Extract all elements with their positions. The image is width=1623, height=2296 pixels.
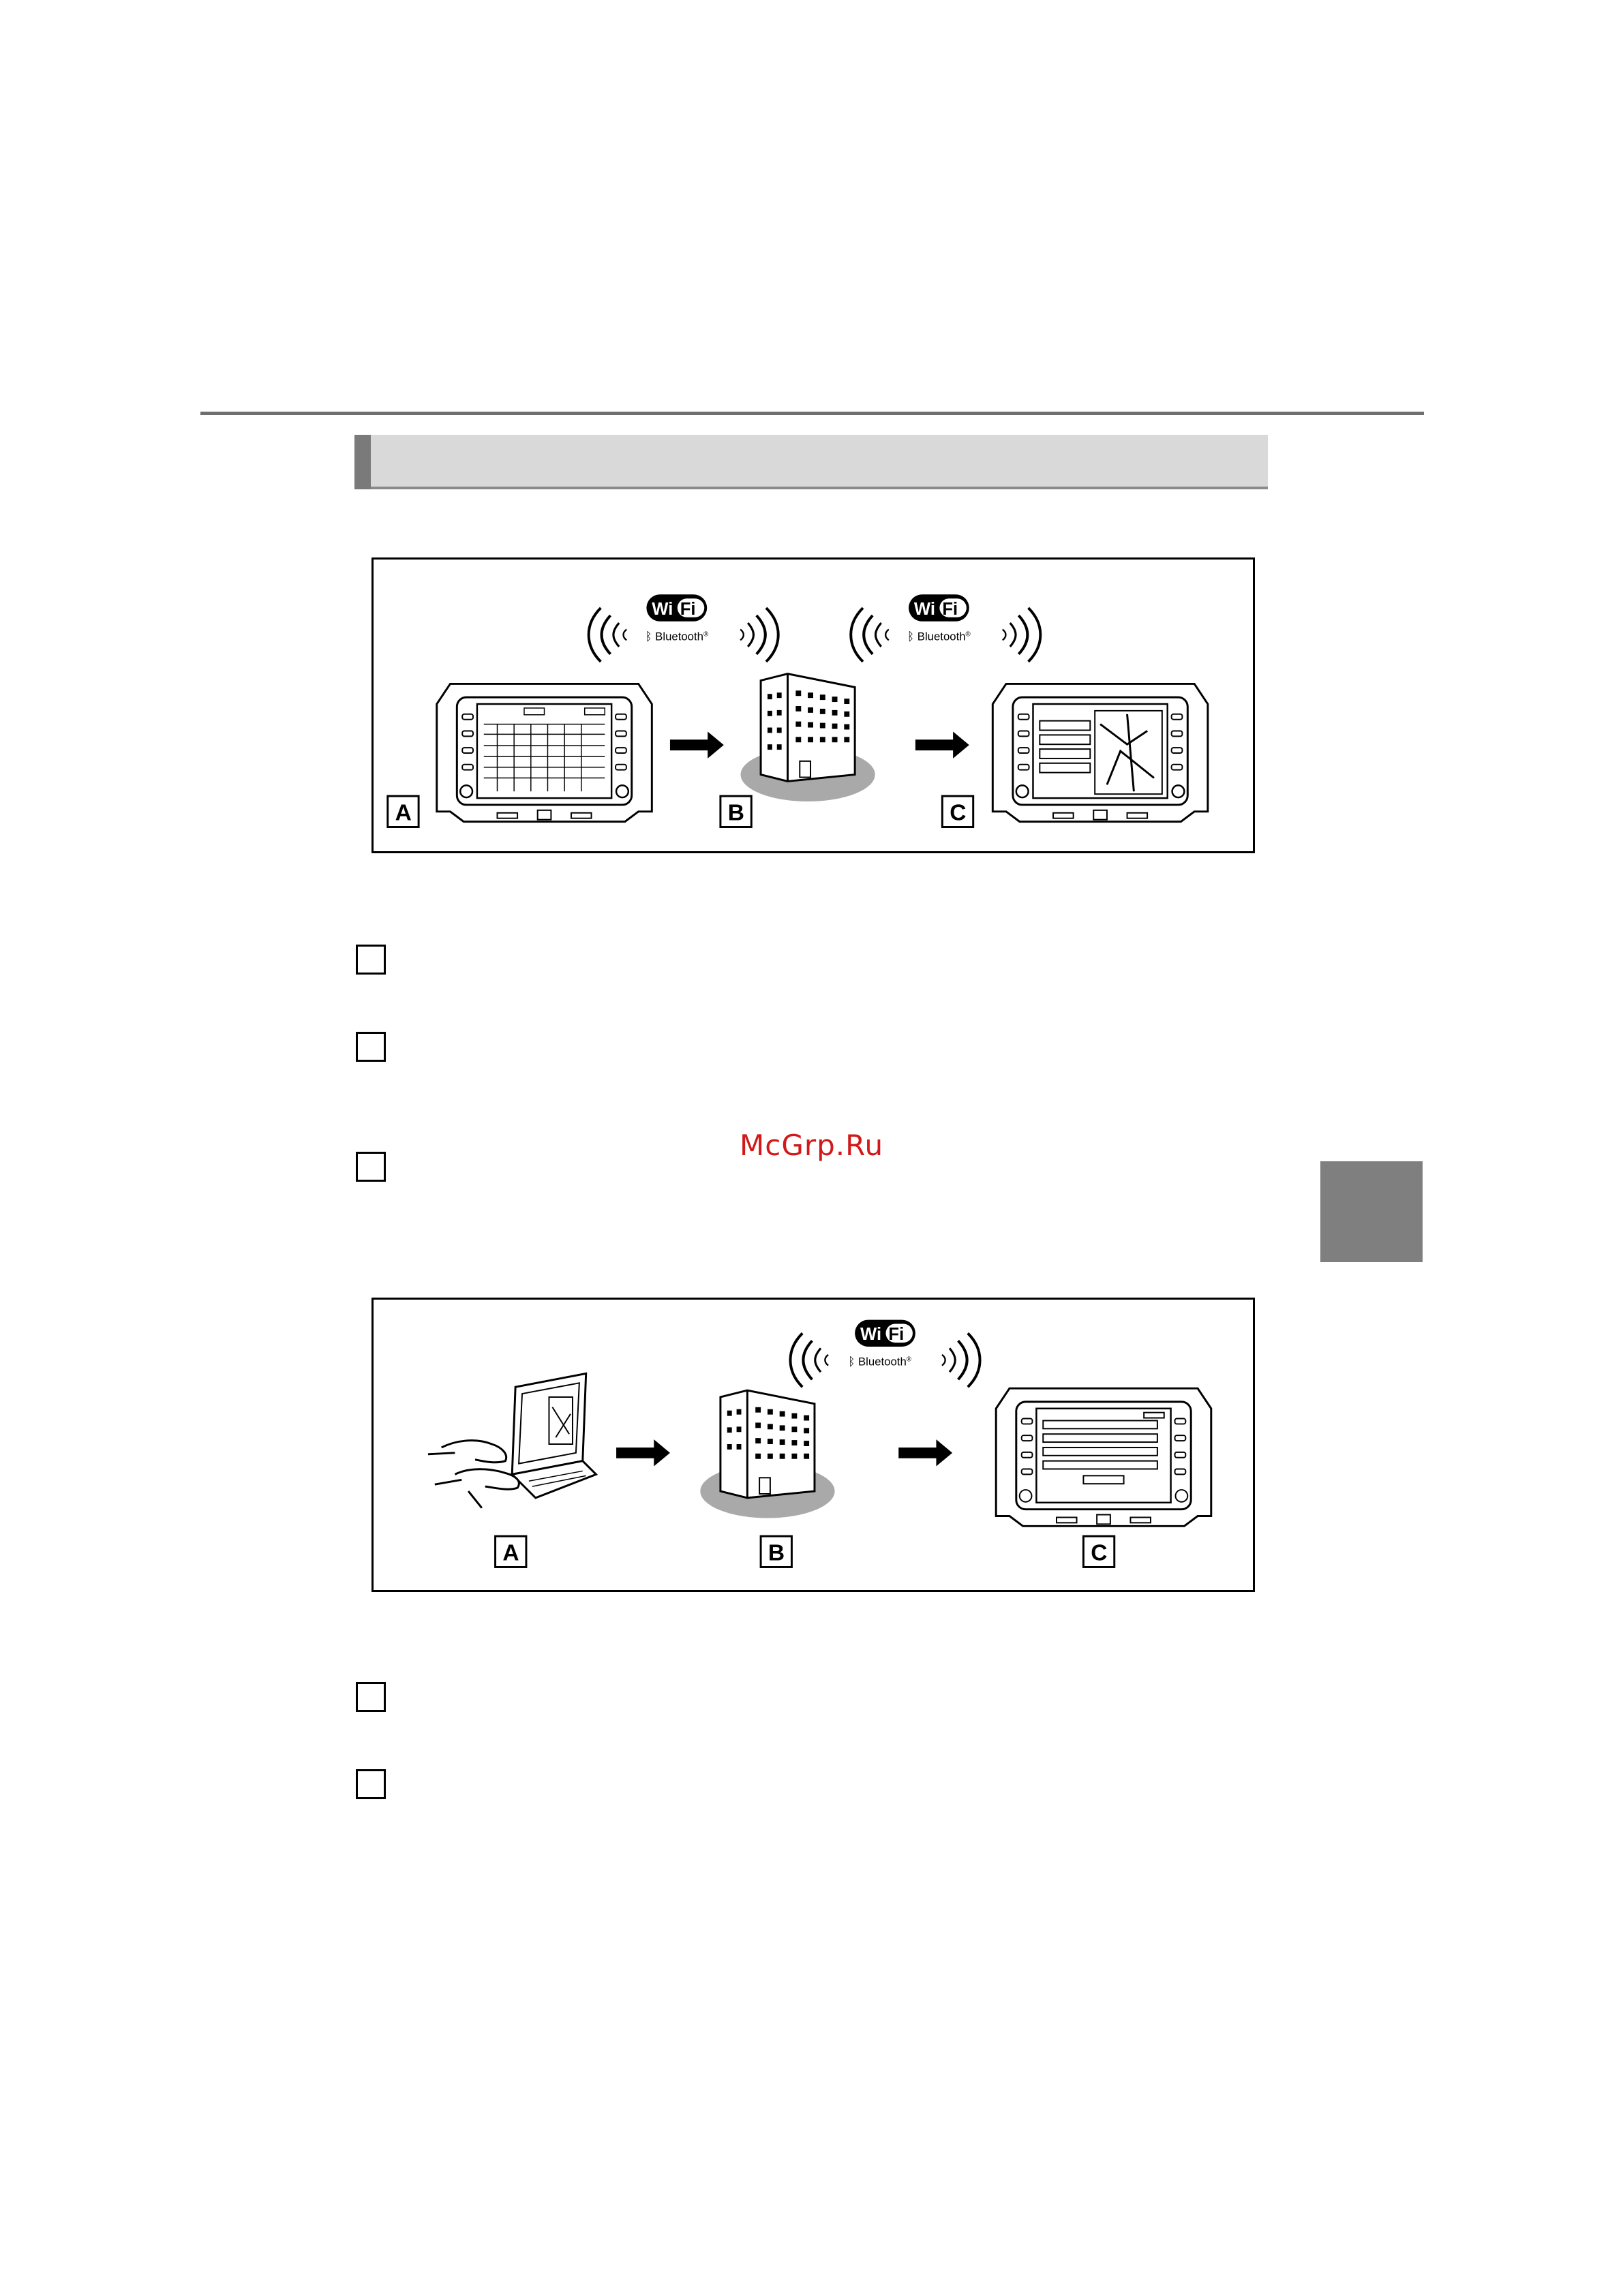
figure-data-transfer-vehicle-to-vehicle [371,557,1255,853]
watermark-text: McGrp.Ru [740,1129,884,1162]
svg-text:Fi: Fi [942,599,958,619]
head-unit-icon [437,684,652,821]
building-icon [740,674,875,801]
wifi-logo [646,594,707,621]
wifi-logo [909,594,969,621]
head-unit-map-icon [992,684,1208,821]
step-marker [356,1769,386,1799]
wifi-logo-left: Wi [652,599,673,619]
svg-text:Fi: Fi [888,1325,905,1345]
figure-1-label-c [942,796,973,827]
arrow-right-icon [898,1439,952,1466]
figure-2-illustration [374,1300,1253,1590]
svg-text:A: A [502,1540,519,1566]
figure-1-label-a [388,796,419,827]
wireless-signal-icon [589,594,778,662]
svg-text:C: C [950,800,967,826]
figure-2-label-a [496,1536,526,1567]
bluetooth-logo-text: ᛒ Bluetooth® [848,1354,912,1368]
figure-data-transfer-pc-to-vehicle [371,1298,1255,1592]
arrow-right-icon [616,1439,670,1466]
figure-1-illustration [374,560,1253,851]
figure-2-label-c [1083,1536,1114,1567]
svg-text:B: B [727,800,744,826]
chapter-side-tab [1320,1161,1423,1262]
svg-text:B: B [768,1540,785,1566]
svg-text:Wi: Wi [913,599,936,619]
figure-2-label-b [761,1536,791,1567]
wifi-logo-right: Fi [680,599,696,619]
step-marker [356,945,386,975]
bluetooth-icon: ᛒ [848,1354,855,1368]
svg-text:A: A [395,800,412,826]
header-rule [200,412,1424,415]
wifi-logo [855,1320,915,1347]
figure-1-label-b [721,796,751,827]
head-unit-icon [996,1388,1211,1526]
wireless-signal-icon [790,1320,980,1388]
bluetooth-icon: ᛒ [907,629,915,643]
arrow-right-icon [915,731,969,758]
bluetooth-icon: ᛒ [645,629,652,643]
section-title-accent [354,435,371,489]
bluetooth-logo-text: ᛒ Bluetooth® [645,629,709,643]
step-marker [356,1032,386,1062]
wireless-signal-icon [851,594,1040,662]
section-title-bar [354,435,1268,489]
arrow-right-icon [670,731,724,758]
step-marker [356,1152,386,1182]
laptop-icon [428,1373,596,1507]
step-marker [356,1682,386,1712]
bluetooth-logo-text: ᛒ Bluetooth® [907,629,971,643]
svg-text:Wi: Wi [860,1325,882,1345]
svg-text:C: C [1091,1540,1108,1566]
building-icon [700,1390,834,1518]
